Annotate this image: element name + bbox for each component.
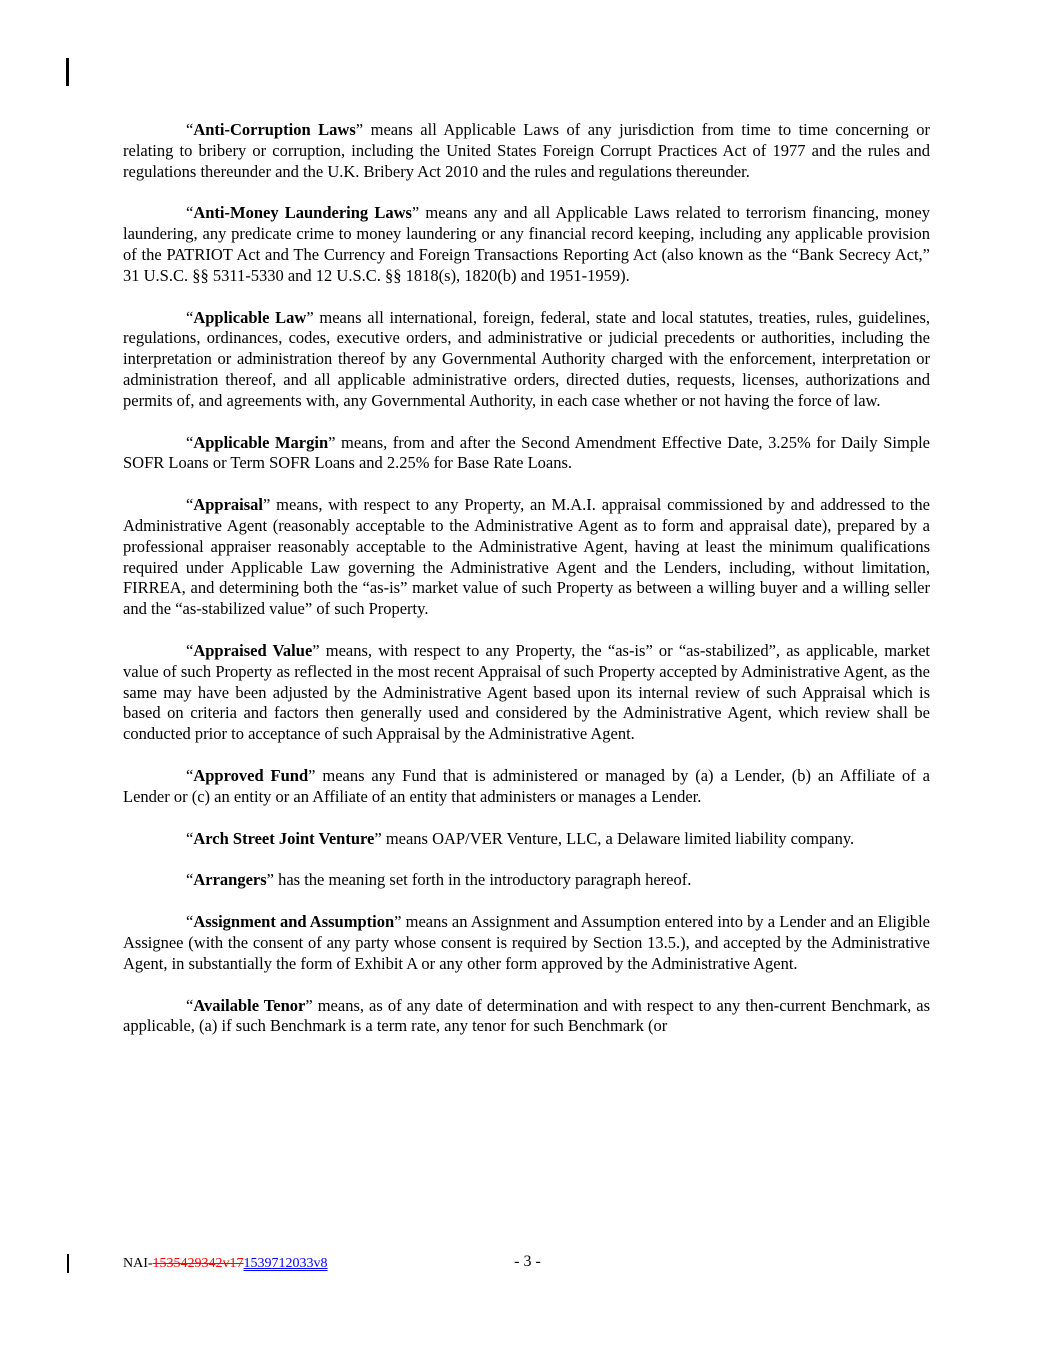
defined-term: Approved Fund xyxy=(193,765,309,785)
definition-approved-fund xyxy=(123,766,930,808)
defined-term: Available Tenor xyxy=(193,995,306,1015)
open-quote: “ xyxy=(186,495,194,515)
definition-text: ” means, as of any date of determination and with respect to any then-current Benchmark, as applicable, (a) if such Benchmark is a term rate, any tenor for such Benchmark (or xyxy=(123,995,930,1036)
open-quote: “ xyxy=(186,640,194,660)
open-quote: “ xyxy=(186,120,194,139)
definition-anti-corruption-laws xyxy=(123,120,930,182)
open-quote: “ xyxy=(186,307,194,327)
defined-term: Appraisal xyxy=(193,495,264,515)
definition-anti-money-laundering-laws xyxy=(123,203,930,286)
doc-id-prefix: NAI- xyxy=(123,1256,153,1271)
doc-id-deleted: 1535429342v17 xyxy=(152,1256,244,1271)
definition-text: ” means, with respect to any Property, the “as-is” or “as-stabilized”, as applicable, market value of such Property as reflected in the most recent Appraisal of such Property accepted by Administrative Agent, as the same may have been adjusted by the Administrative Agent based upon its internal review of such Appraisal which is based on criteria and factors then generally used and considered by the Administrative Agent, which review shall be conducted prior to acceptance of such Appraisal by the Administrative Agent. xyxy=(123,640,930,744)
definition-text: ” means any Fund that is administered or managed by (a) a Lender, (b) an Affiliate of a Lender or (c) an entity or an Affiliate of an entity that administers or manages a Lender. xyxy=(123,765,930,806)
page-number: - 3 - xyxy=(514,1253,541,1270)
defined-term: Anti-Money Laundering Laws xyxy=(193,203,412,223)
defined-term: Arrangers xyxy=(193,870,267,890)
open-quote: “ xyxy=(186,995,194,1015)
open-quote: “ xyxy=(186,912,194,932)
definition-arch-street-joint-venture xyxy=(123,829,930,850)
defined-term: Anti-Corruption Laws xyxy=(193,120,356,139)
open-quote: “ xyxy=(186,765,194,785)
defined-term: Assignment and Assumption xyxy=(193,912,395,932)
definition-assignment-and-assumption xyxy=(123,912,930,974)
open-quote: “ xyxy=(186,203,194,223)
definition-text: ” means all international, foreign, federal, state and local statutes, treaties, rules, guidelines, regulations, ordinances, codes, executive orders, and administrative or judicial precedents or authorities, including the interpretation or administration thereof by any Governmental Authority charged with the enforcement, interpretation or administration thereof, and all applicable administrative orders, directed duties, requests, licenses, authorizations and permits of, and agreements with, any Governmental Authority, in each case whether or not having the force of law. xyxy=(123,307,930,410)
definition-text: ” means, with respect to any Property, an M.A.I. appraisal commissioned by and addressed to the Administrative Agent (reasonably acceptable to the Administrative Agent as to form and appraisal date), prepared by a professional appraiser reasonably acceptable to the Administrative Agent, having at least the minimum qualifications required under Applicable Law governing the Administrative Agent and the Lenders, including, without limitation, FIRREA, and determining both the “as-is” market value of such Property as between a willing buyer and a willing seller and the “as-stabilized value” of such Property. xyxy=(123,495,930,619)
definition-applicable-margin xyxy=(123,433,930,475)
definitions-body xyxy=(123,120,930,1058)
definition-text: ” means all Applicable Laws of any jurisdiction from time to time concerning or relating to bribery or corruption, including the United States Foreign Corrupt Practices Act of 1977 and the rules and regulations thereunder and the U.K. Bribery Act 2010 and the rules and regulations thereunder. xyxy=(123,120,930,181)
definition-appraised-value xyxy=(123,641,930,745)
open-quote: “ xyxy=(186,870,194,890)
change-bar-top xyxy=(66,58,69,86)
doc-id-inserted: 1539712033v8 xyxy=(243,1256,328,1271)
open-quote: “ xyxy=(186,828,194,848)
defined-term: Appraised Value xyxy=(193,640,313,660)
definition-text: ” means any and all Applicable Laws related to terrorism financing, money laundering, any predicate crime to money laundering or any financial record keeping, including any applicable provision of the PATRIOT Act and The Currency and Foreign Transactions Reporting Act (also known as the “Bank Secrecy Act,” 31 U.S.C. §§ 5311-5330 and 12 U.S.C. §§ 1818(s), 1820(b) and 1951-1959). xyxy=(123,203,931,285)
open-quote: “ xyxy=(186,432,194,452)
definition-applicable-law xyxy=(123,308,930,412)
defined-term: Applicable Law xyxy=(193,307,307,327)
definition-text: ” means an Assignment and Assumption entered into by a Lender and an Eligible Assignee (with the consent of any party whose consent is required by Section 13.5.), and accepted by the Administrative Agent, in substantially the form of Exhibit A or any other form approved by the Administrative Agent. xyxy=(123,912,931,973)
definition-available-tenor xyxy=(123,996,930,1038)
defined-term: Applicable Margin xyxy=(193,432,329,452)
definition-text: ” has the meaning set forth in the introductory paragraph hereof. xyxy=(266,870,692,890)
defined-term: Arch Street Joint Venture xyxy=(193,828,375,848)
definition-arrangers xyxy=(123,870,930,891)
definition-text: ” means OAP/VER Venture, LLC, a Delaware limited liability company. xyxy=(374,828,855,848)
definition-text: ” means, from and after the Second Amendment Effective Date, 3.25% for Daily Simple SOFR Loans or Term SOFR Loans and 2.25% for Base Rate Loans. xyxy=(123,432,930,473)
definition-appraisal xyxy=(123,495,930,620)
